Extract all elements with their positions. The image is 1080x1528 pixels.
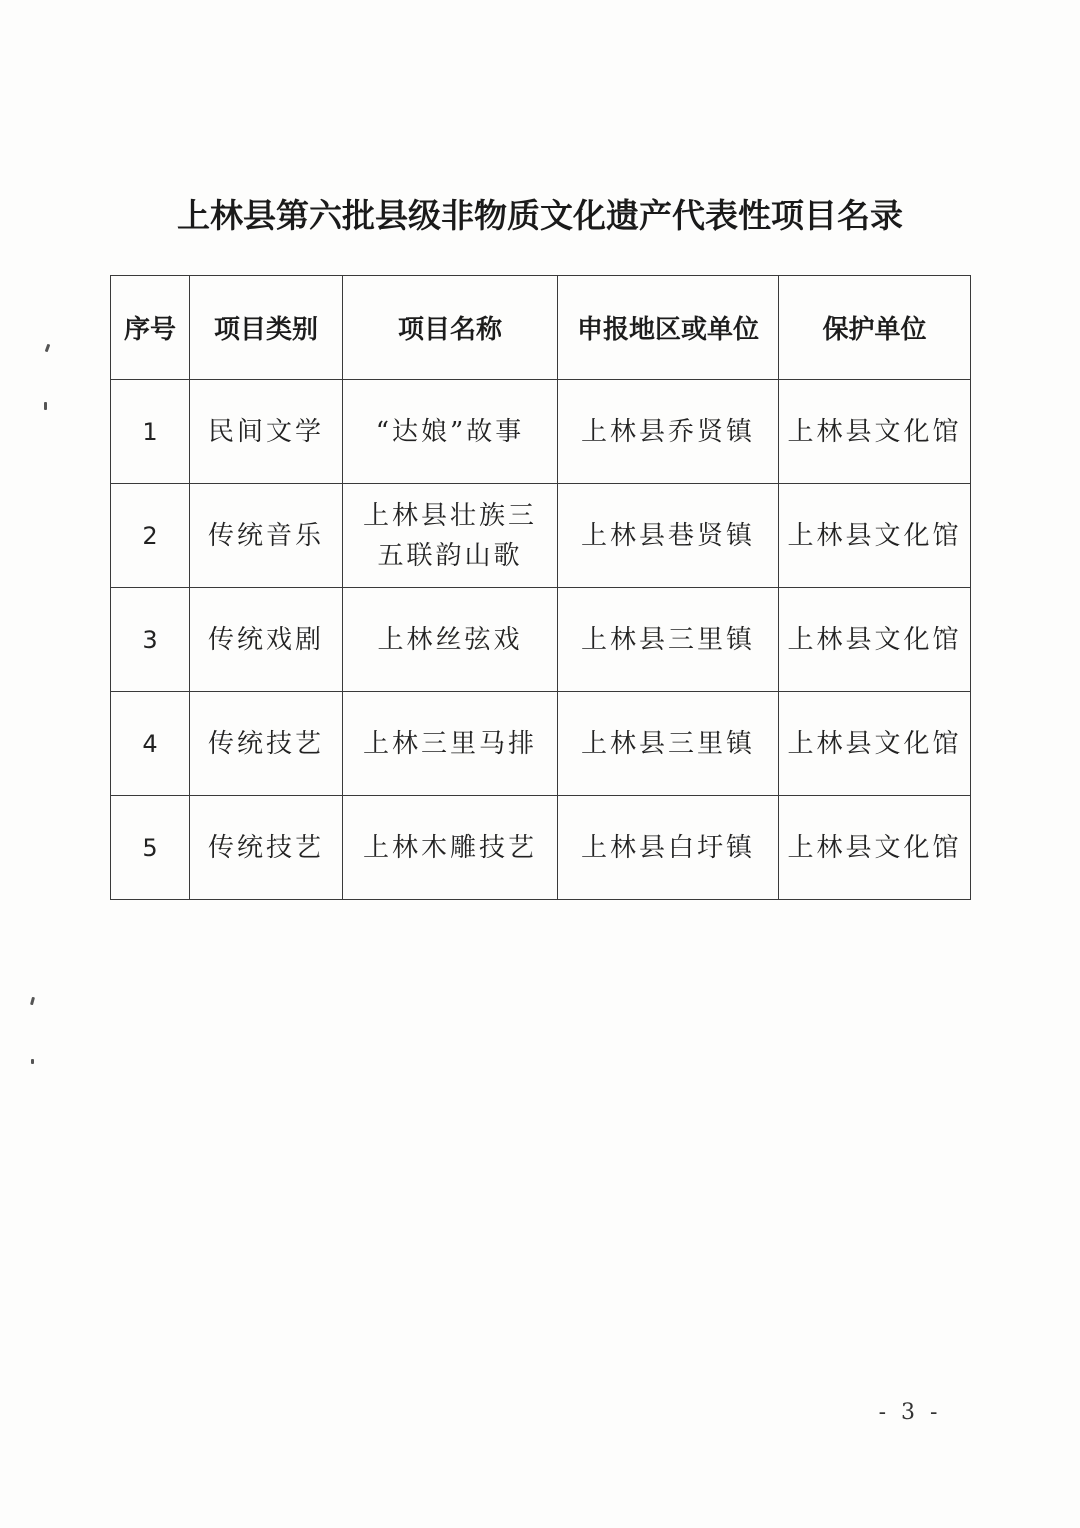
- table-row: [111, 588, 971, 692]
- header-serial-number: 序号: [111, 276, 190, 380]
- cell-project-name: “达娘”故事: [343, 380, 558, 484]
- cell-applying-region: 上林县三里镇: [558, 588, 779, 692]
- cell-project-name: 上林三里马排: [343, 692, 558, 796]
- table-row: [111, 484, 971, 588]
- heritage-list-table: [110, 275, 971, 900]
- table-row: [111, 380, 971, 484]
- cell-project-category: 传统音乐: [190, 484, 343, 588]
- scan-speck: [31, 1059, 34, 1064]
- header-protection-unit: 保护单位: [779, 276, 971, 380]
- cell-project-category: 传统技艺: [190, 692, 343, 796]
- cell-project-category: 传统戏剧: [190, 588, 343, 692]
- cell-serial-number: 3: [111, 588, 190, 692]
- cell-serial-number: 2: [111, 484, 190, 588]
- cell-serial-number: 1: [111, 380, 190, 484]
- cell-project-name: 上林木雕技艺: [343, 796, 558, 900]
- cell-applying-region: 上林县乔贤镇: [558, 380, 779, 484]
- cell-protection-unit: 上林县文化馆: [779, 380, 971, 484]
- cell-applying-region: 上林县巷贤镇: [558, 484, 779, 588]
- scan-speck: [44, 402, 47, 410]
- cell-protection-unit: 上林县文化馆: [779, 692, 971, 796]
- scan-speck: [45, 344, 51, 353]
- cell-project-category: 传统技艺: [190, 796, 343, 900]
- cell-protection-unit: 上林县文化馆: [779, 484, 971, 588]
- cell-protection-unit: 上林县文化馆: [779, 588, 971, 692]
- scan-speck: [30, 997, 35, 1006]
- cell-project-category: 民间文学: [190, 380, 343, 484]
- header-project-category: 项目类别: [190, 276, 343, 380]
- header-applying-region: 申报地区或单位: [558, 276, 779, 380]
- cell-protection-unit: 上林县文化馆: [779, 796, 971, 900]
- cell-applying-region: 上林县白圩镇: [558, 796, 779, 900]
- document-title: 上林县第六批县级非物质文化遗产代表性项目名录: [177, 196, 903, 235]
- table-header-row: [111, 276, 971, 380]
- header-project-name: 项目名称: [343, 276, 558, 380]
- cell-project-name: 上林县壮族三五联韵山歌: [343, 484, 558, 588]
- cell-serial-number: 4: [111, 692, 190, 796]
- table-row: [111, 692, 971, 796]
- cell-project-name: 上林丝弦戏: [343, 588, 558, 692]
- cell-serial-number: 5: [111, 796, 190, 900]
- page-number: - 3 -: [878, 1400, 942, 1425]
- table-row: [111, 796, 971, 900]
- cell-applying-region: 上林县三里镇: [558, 692, 779, 796]
